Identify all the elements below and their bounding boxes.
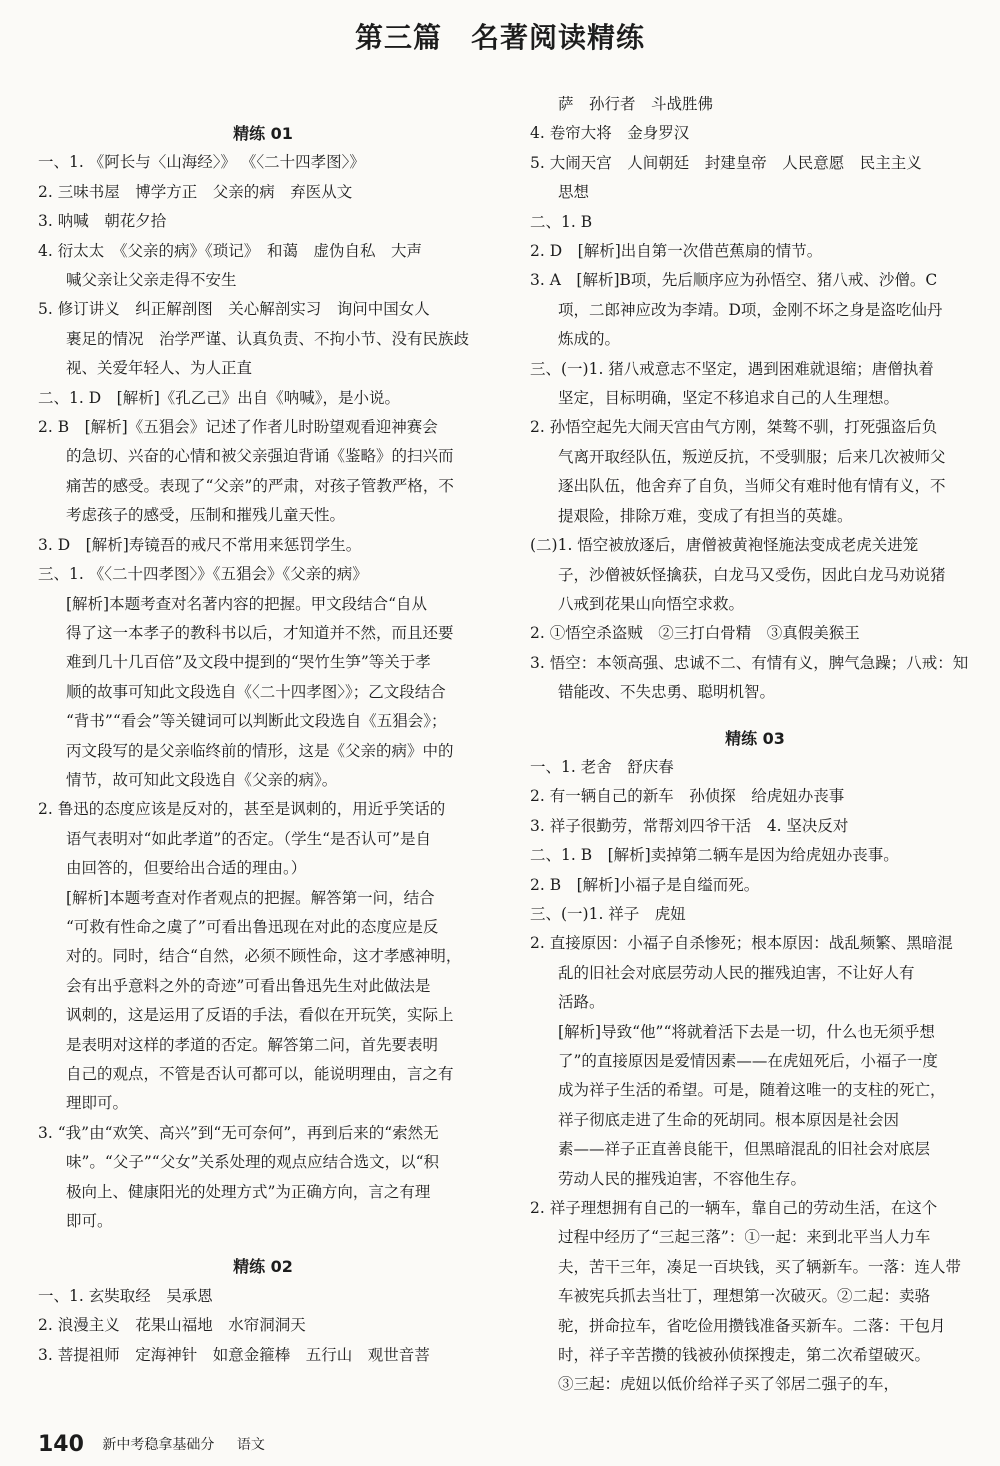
answer-line-continued: 炼成的。 xyxy=(558,330,621,349)
answer-line: 3. 祥子很勤劳，常帮刘四爷干活 4. 坚决反对 xyxy=(530,816,849,835)
answer-line: 三、1. 《〈二十四孝图〉》《五猖会》《父亲的病》 xyxy=(38,565,368,584)
answer-line-continued: 活路。 xyxy=(558,993,605,1012)
answer-line: 3. A [解析]B项，先后顺序应为孙悟空、猪八戒、沙僧。C xyxy=(530,271,938,290)
answer-line-continued: 极向上、健康阳光的处理方式”为正确方向，言之有理 xyxy=(66,1182,431,1201)
answer-line-continued: 思想 xyxy=(558,183,590,202)
answer-line-continued: 自己的观点，不管是否认可都可以，能说明理由，言之有 xyxy=(66,1065,454,1083)
answer-line-continued: 丙文段写的是父亲临终前的情形，这是《父亲的病》中的 xyxy=(66,741,454,760)
answer-line: 5. 修订讲义 纠正解剖图 关心解剖实习 询问中国女人 xyxy=(38,300,430,319)
answer-line: (二)1. 悟空被放逐后，唐僧被黄袍怪施法变成老虎关进笼 xyxy=(530,536,919,555)
answer-line-continued: 乱的旧社会对底层劳动人民的摧残迫害，不让好人有 xyxy=(558,963,915,982)
page-title: 第三篇 名著阅读精练 xyxy=(354,21,645,54)
answer-line: 2. 祥子理想拥有自己的一辆车，靠自己的劳动生活，在这个 xyxy=(530,1199,938,1218)
answer-line-continued: 讽刺的，这是运用了反语的手法，看似在开玩笑，实际上 xyxy=(66,1006,454,1025)
answer-line: 3. 悟空：本领高强、忠诚不二、有情有义，脾气急躁；八戒：知 xyxy=(530,653,969,672)
answer-line-continued: 萨 孙行者 斗战胜佛 xyxy=(558,95,714,113)
answer-line-continued: 成为祥子生活的希望。可是，随着这唯一的支柱的死亡， xyxy=(558,1081,946,1100)
answer-line-continued: 驼，拼命拉车，省吃俭用攒钱准备买新车。二落：干包月 xyxy=(558,1316,946,1335)
answer-line-continued: 八戒到花果山向悟空求救。 xyxy=(558,594,745,613)
answer-line: 2. ①悟空杀盗贼 ②三打白骨精 ③真假美猴王 xyxy=(530,624,860,643)
answer-line-continued: 味”。“父子”“父女”关系处理的观点应结合选文，以“积 xyxy=(66,1153,440,1172)
answer-line: 三、(一)1. 猪八戒意志不坚定，遇到困难就退缩；唐僧执着 xyxy=(530,359,934,378)
section-heading: 精练 02 xyxy=(233,1257,293,1277)
book-name: 新中考稳拿基础分 xyxy=(102,1437,215,1453)
left-column xyxy=(38,90,488,1370)
answer-line: 一、1. 《阿长与〈山海经〉》 《〈二十四孝图〉》 xyxy=(38,153,365,172)
answer-line-continued: 喊父亲让父亲走得不安生 xyxy=(66,271,237,290)
answer-line-continued: 夫，苦干三年，凑足一百块钱，买了辆新车。一落：连人带 xyxy=(558,1257,962,1276)
answer-line: 3. D [解析]寿镜吾的戒尺不常用来惩罚学生。 xyxy=(38,535,362,554)
right-column xyxy=(530,90,980,1400)
answer-line: 2. B [解析]《五猖会》记述了作者儿时盼望观看迎神赛会 xyxy=(38,418,438,437)
answer-line-continued: “背书”“看会”等关键词可以判断此文段选自《五猖会》； xyxy=(66,712,447,731)
answer-line-continued: 视、关爱年轻人、为人正直 xyxy=(66,359,253,378)
answer-line-continued: 考虑孩子的感受，压制和摧残儿童天性。 xyxy=(66,506,346,525)
answer-line: 2. D [解析]出自第一次借芭蕉扇的情节。 xyxy=(530,242,823,261)
answer-line-continued: 素——祥子正直善良能干，但黑暗混乱的旧社会对底层 xyxy=(558,1140,931,1159)
answer-line-continued: [解析]本题考查对作者观点的把握。解答第一问，结合 xyxy=(66,888,435,907)
answer-line: 二、1. B xyxy=(530,212,593,231)
answer-line: 5. 大闹天宫 人间朝廷 封建皇帝 人民意愿 民主主义 xyxy=(530,153,922,172)
answer-line: 一、1. 老舍 舒庆春 xyxy=(530,757,674,776)
answer-line-continued: 是表明对这样的孝道的否定。解答第二问，首先要表明 xyxy=(66,1035,439,1054)
answer-line-continued: 劳动人民的摧残迫害，不容他生存。 xyxy=(558,1169,807,1188)
answer-line-continued: [解析]导致“他”“将就着活下去是一切，什么也无须乎想 xyxy=(558,1022,935,1041)
answer-line-continued: 提艰险，排除万难，变成了有担当的英雄。 xyxy=(558,506,853,525)
answer-line-continued: 裹足的情况 治学严谨、认真负责、不拘小节、没有民族歧 xyxy=(66,329,470,348)
answer-line-continued: 气离开取经队伍，叛逆反抗，不受驯服；后来几次被师父 xyxy=(558,447,946,466)
answer-line-continued: 得了这一本孝子的教科书以后，才知道并不然，而且还要 xyxy=(66,623,454,642)
answer-line-continued: 错能改、不失忠勇、聪明机智。 xyxy=(558,683,776,702)
answer-line: 2. 三味书屋 博学方正 父亲的病 弃医从文 xyxy=(38,182,353,201)
spacer xyxy=(530,708,980,724)
answer-line-continued: 会有出乎意料之外的奇迹”可看出鲁迅先生对此做法是 xyxy=(66,976,431,995)
answer-line-continued: 逐出队伍，他舍弃了自负，当师父有难时他有情有义，不 xyxy=(558,477,946,496)
answer-line: 2. 浪漫主义 花果山福地 水帘洞洞天 xyxy=(38,1316,306,1335)
spacer xyxy=(38,90,488,119)
answer-line-continued: 痛苦的感受。表现了“父亲”的严肃，对孩子管教严格，不 xyxy=(66,476,454,495)
answer-line: 2. 直接原因：小福子自杀惨死；根本原因：战乱频繁、黑暗混 xyxy=(530,934,953,953)
answer-line-continued: 由回答的，但要给出合适的理由。） xyxy=(66,859,307,878)
subject-name: 语文 xyxy=(236,1437,265,1453)
page-footer xyxy=(38,1432,265,1457)
answer-line-continued: 项，二郎神应改为李靖。D项，金刚不坏之身是盗吃仙丹 xyxy=(558,300,943,319)
spacer xyxy=(38,1236,488,1252)
answer-line: 4. 卷帘大将 金身罗汉 xyxy=(530,124,690,143)
answer-line-continued: 时，祥子辛苦攒的钱被孙侦探搜走，第二次希望破灭。 xyxy=(558,1346,931,1365)
answer-line: 三、(一)1. 祥子 虎妞 xyxy=(530,904,686,923)
answer-line: 3. “我”由“欢笑、高兴”到“无可奈何”，再到后来的“索然无 xyxy=(38,1123,439,1142)
answer-line-continued: 对的。同时，结合“自然，必须不顾性命，这才孝感神明， xyxy=(66,947,462,966)
answer-line: 2. B [解析]小福子是自缢而死。 xyxy=(530,875,760,894)
answer-line: 2. 鲁迅的态度应该是反对的，甚至是讽刺的，用近乎笑话的 xyxy=(38,800,446,819)
answer-line: 2. 孙悟空起先大闹天宫由气方刚，桀骜不驯，打死强盗后负 xyxy=(530,418,938,437)
answer-line-continued: [解析]本题考查对名著内容的把握。甲文段结合“自从 xyxy=(66,594,428,613)
answer-line: 3. 菩提祖师 定海神针 如意金箍棒 五行山 观世音菩 xyxy=(38,1345,430,1364)
answer-line: 4. 衍太太 《父亲的病》《琐记》 和蔼 虚伪自私 大声 xyxy=(38,241,422,260)
answer-line-continued: 即可。 xyxy=(66,1212,113,1231)
page-number: 140 xyxy=(38,1432,84,1457)
answer-line: 2. 有一辆自己的新车 孙侦探 给虎妞办丧事 xyxy=(530,787,845,806)
answer-line: 一、1. 玄奘取经 吴承恩 xyxy=(38,1286,213,1305)
answer-line-continued: 祥子彻底走进了生命的死胡同。根本原因是社会因 xyxy=(558,1110,900,1129)
answer-line-continued: 情节，故可知此文段选自《父亲的病》。 xyxy=(66,770,338,789)
answer-line: 二、1. B [解析]卖掉第二辆车是因为给虎妞办丧事。 xyxy=(530,846,899,865)
section-heading: 精练 01 xyxy=(233,124,293,143)
answer-line-continued: 过程中经历了“三起三落”：①一起：来到北平当人力车 xyxy=(558,1228,931,1247)
answer-line-continued: 子，沙僧被妖怪擒获，白龙马又受伤，因此白龙马劝说猪 xyxy=(558,565,946,584)
answer-line: 二、1. D [解析]《孔乙己》出自《呐喊》，是小说。 xyxy=(38,388,400,407)
answer-line-continued: 语气表明对“如此孝道”的否定。（学生“是否认可”是自 xyxy=(66,829,431,848)
answer-line-continued: ③三起：虎妞以低价给祥子买了邻居二强子的车， xyxy=(558,1375,900,1394)
answer-line-continued: 顺的故事可知此文段选自《〈二十四孝图〉》；乙文段结合 xyxy=(66,682,446,701)
answer-line-continued: 车被宪兵抓去当壮丁，理想第一次破灭。②二起：卖骆 xyxy=(558,1287,931,1306)
answer-line-continued: 的急切、兴奋的心情和被父亲强迫背诵《鉴略》的扫兴而 xyxy=(66,447,454,466)
answer-line-continued: 坚定，目标明确，坚定不移追求自己的人生理想。 xyxy=(558,389,900,408)
section-heading: 精练 03 xyxy=(725,728,785,748)
answer-line-continued: 理即可。 xyxy=(66,1094,129,1113)
answer-line-continued: “可救有性命之虞了”可看出鲁迅现在对此的态度应是反 xyxy=(66,917,439,936)
answer-line: 3. 呐喊 朝花夕拾 xyxy=(38,212,167,231)
answer-line-continued: 了”的直接原因是爱情因素——在虎妞死后，小福子一度 xyxy=(558,1052,938,1070)
answer-line-continued: 难到几十几百倍”及文段中提到的“哭竹生笋”等关于孝 xyxy=(66,653,431,672)
